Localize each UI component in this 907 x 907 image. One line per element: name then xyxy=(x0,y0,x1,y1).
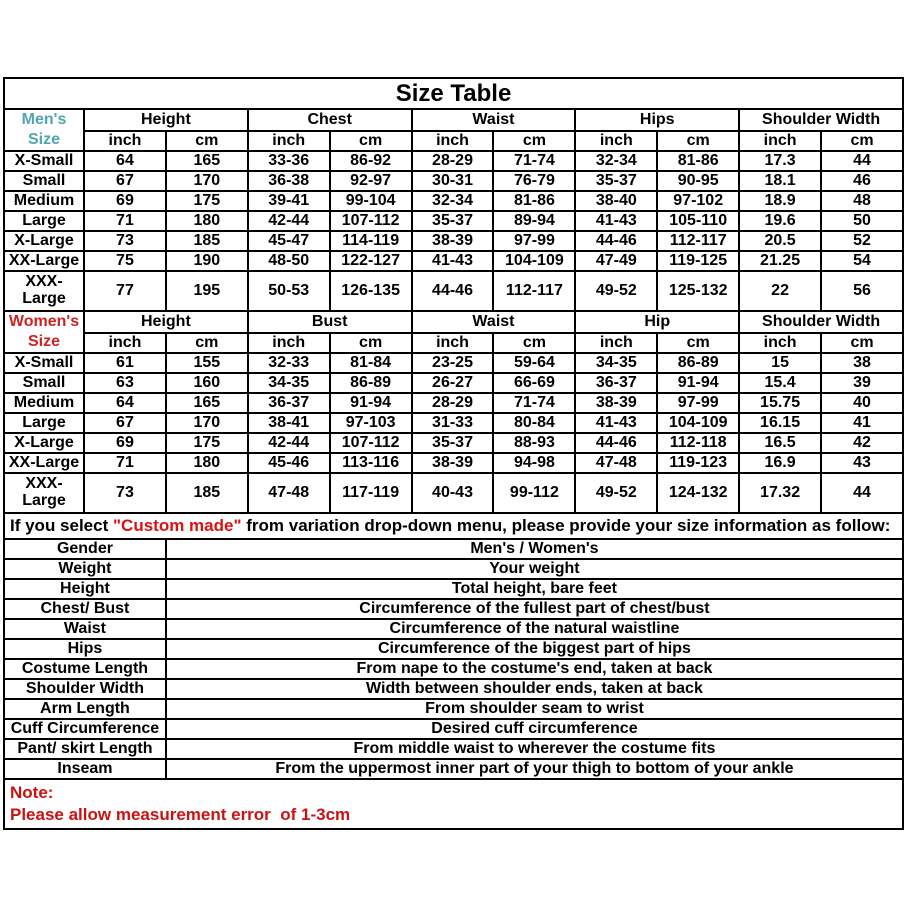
size-value-cell: 42-44 xyxy=(248,211,330,231)
size-value-cell: 41 xyxy=(821,413,903,433)
size-value-cell: 97-99 xyxy=(493,231,575,251)
definition-description: Total height, bare feet xyxy=(166,579,903,599)
definition-row-height xyxy=(4,579,903,599)
size-row-label: X-Large xyxy=(14,434,74,451)
definition-row-cuff-circumference xyxy=(4,719,903,739)
title-row xyxy=(4,78,903,109)
size-row-label: Medium xyxy=(13,394,75,411)
size-value-cell: 91-94 xyxy=(330,393,412,413)
size-value-cell: 125-132 xyxy=(657,271,739,311)
size-value-cell: 97-102 xyxy=(657,191,739,211)
size-row-label: Large xyxy=(22,414,66,431)
size-value-cell: 34-35 xyxy=(575,353,657,373)
size-value-cell: 15 xyxy=(739,353,821,373)
definition-row-hips xyxy=(4,639,903,659)
size-value-cell: 81-86 xyxy=(657,151,739,171)
size-value-cell: 50-53 xyxy=(248,271,330,311)
size-value-cell: 44-46 xyxy=(575,231,657,251)
womens-bust-cm-header: cm xyxy=(330,333,412,354)
womens-size-xx-large xyxy=(4,453,84,473)
size-value-cell: 32-34 xyxy=(412,191,494,211)
size-value-cell: 112-118 xyxy=(657,433,739,453)
size-value-cell: 18.1 xyxy=(739,171,821,191)
mens-shoulder-width-cm-header: cm xyxy=(821,131,903,152)
size-value-cell: 71-74 xyxy=(493,151,575,171)
size-value-cell: 52 xyxy=(821,231,903,251)
size-value-cell: 81-86 xyxy=(493,191,575,211)
size-value-cell: 35-37 xyxy=(412,211,494,231)
mens-row-xx-large xyxy=(4,251,903,271)
size-value-cell: 36-37 xyxy=(248,393,330,413)
size-value-cell: 165 xyxy=(166,151,248,171)
size-value-cell: 41-43 xyxy=(575,413,657,433)
size-value-cell: 49-52 xyxy=(575,473,657,513)
definition-term: Weight xyxy=(4,559,166,579)
definition-row-shoulder-width xyxy=(4,679,903,699)
womens-shoulder-width-cm-header: cm xyxy=(821,333,903,354)
womens-size-small xyxy=(4,373,84,393)
womens-group-header-row xyxy=(4,311,903,333)
definition-description: Your weight xyxy=(166,559,903,579)
mens-size-xx-large xyxy=(4,251,84,271)
size-value-cell: 32-34 xyxy=(575,151,657,171)
mens-group-chest: Chest xyxy=(248,109,412,131)
custom-note-suffix: from variation drop-down menu, please provide your size information as follow: xyxy=(241,516,891,535)
womens-row-x-small xyxy=(4,353,903,373)
definition-term: Costume Length xyxy=(4,659,166,679)
size-value-cell: 155 xyxy=(166,353,248,373)
size-value-cell: 124-132 xyxy=(657,473,739,513)
womens-hip-inch-header: inch xyxy=(575,333,657,354)
mens-hips-cm-header: cm xyxy=(657,131,739,152)
size-value-cell: 31-33 xyxy=(412,413,494,433)
size-value-cell: 39 xyxy=(821,373,903,393)
custom-note-prefix: If you select xyxy=(10,516,113,535)
womens-unit-header-row xyxy=(4,333,903,354)
size-value-cell: 16.15 xyxy=(739,413,821,433)
size-value-cell: 43 xyxy=(821,453,903,473)
size-value-cell: 38-41 xyxy=(248,413,330,433)
mens-size-xxx-large xyxy=(4,271,84,311)
size-row-label: X-Small xyxy=(14,354,74,371)
size-value-cell: 91-94 xyxy=(657,373,739,393)
size-value-cell: 122-127 xyxy=(330,251,412,271)
size-value-cell: 73 xyxy=(84,231,166,251)
size-row-label: XXX-Large xyxy=(22,273,66,307)
size-value-cell: 34-35 xyxy=(248,373,330,393)
definition-term: Cuff Circumference xyxy=(4,719,166,739)
size-value-cell: 71 xyxy=(84,211,166,231)
womens-size-x-large xyxy=(4,433,84,453)
size-value-cell: 44-46 xyxy=(575,433,657,453)
womens-size-large xyxy=(4,413,84,433)
mens-chest-inch-header: inch xyxy=(248,131,330,152)
size-value-cell: 28-29 xyxy=(412,393,494,413)
size-value-cell: 76-79 xyxy=(493,171,575,191)
size-value-cell: 61 xyxy=(84,353,166,373)
definition-description: From middle waist to wherever the costume fits xyxy=(166,739,903,759)
size-value-cell: 16.5 xyxy=(739,433,821,453)
mens-size-label xyxy=(4,109,84,151)
mens-hips-inch-header: inch xyxy=(575,131,657,152)
size-value-cell: 94-98 xyxy=(493,453,575,473)
size-value-cell: 39-41 xyxy=(248,191,330,211)
size-value-cell: 40-43 xyxy=(412,473,494,513)
note-row xyxy=(4,779,903,829)
size-value-cell: 35-37 xyxy=(575,171,657,191)
mens-row-small xyxy=(4,171,903,191)
definition-term: Inseam xyxy=(4,759,166,779)
mens-size-x-small xyxy=(4,151,84,171)
page-title: Size Table xyxy=(4,78,903,109)
size-value-cell: 49-52 xyxy=(575,271,657,311)
note-text: Please allow measurement error of 1-3cm xyxy=(10,805,351,825)
size-value-cell: 80-84 xyxy=(493,413,575,433)
size-value-cell: 105-110 xyxy=(657,211,739,231)
size-value-cell: 22 xyxy=(739,271,821,311)
definition-term: Height xyxy=(4,579,166,599)
mens-waist-cm-header: cm xyxy=(493,131,575,152)
definition-row-chest-bust xyxy=(4,599,903,619)
definition-term: Arm Length xyxy=(4,699,166,719)
definition-description: Men's / Women's xyxy=(166,539,903,559)
size-value-cell: 33-36 xyxy=(248,151,330,171)
womens-shoulder-width-inch-header: inch xyxy=(739,333,821,354)
size-value-cell: 50 xyxy=(821,211,903,231)
size-value-cell: 69 xyxy=(84,191,166,211)
womens-size-xxx-large xyxy=(4,473,84,513)
size-value-cell: 77 xyxy=(84,271,166,311)
womens-waist-inch-header: inch xyxy=(412,333,494,354)
size-value-cell: 15.4 xyxy=(739,373,821,393)
womens-size-section xyxy=(4,311,903,513)
size-value-cell: 19.6 xyxy=(739,211,821,231)
size-row-label: Large xyxy=(22,212,66,229)
mens-waist-inch-header: inch xyxy=(412,131,494,152)
size-value-cell: 104-109 xyxy=(657,413,739,433)
size-value-cell: 195 xyxy=(166,271,248,311)
size-value-cell: 17.3 xyxy=(739,151,821,171)
size-value-cell: 67 xyxy=(84,413,166,433)
mens-chest-cm-header: cm xyxy=(330,131,412,152)
definition-term: Chest/ Bust xyxy=(4,599,166,619)
note-label: Note: xyxy=(10,783,54,802)
mens-group-hips: Hips xyxy=(575,109,739,131)
size-value-cell: 40 xyxy=(821,393,903,413)
mens-row-large xyxy=(4,211,903,231)
size-value-cell: 47-48 xyxy=(575,453,657,473)
size-value-cell: 47-48 xyxy=(248,473,330,513)
definition-row-pant-skirt-length xyxy=(4,739,903,759)
definition-description: Desired cuff circumference xyxy=(166,719,903,739)
size-value-cell: 17.32 xyxy=(739,473,821,513)
mens-unit-header-row xyxy=(4,131,903,152)
size-value-cell: 20.5 xyxy=(739,231,821,251)
size-value-cell: 48 xyxy=(821,191,903,211)
size-value-cell: 38-39 xyxy=(412,453,494,473)
size-value-cell: 56 xyxy=(821,271,903,311)
size-value-cell: 175 xyxy=(166,433,248,453)
mens-height-inch-header: inch xyxy=(84,131,166,152)
definition-term: Waist xyxy=(4,619,166,639)
mens-row-xxx-large xyxy=(4,271,903,311)
mens-size-label-text: Men's Size xyxy=(21,111,67,148)
womens-height-inch-header: inch xyxy=(84,333,166,354)
size-value-cell: 47-49 xyxy=(575,251,657,271)
size-value-cell: 92-97 xyxy=(330,171,412,191)
size-value-cell: 165 xyxy=(166,393,248,413)
size-value-cell: 64 xyxy=(84,151,166,171)
womens-group-bust: Bust xyxy=(248,311,412,333)
size-value-cell: 45-46 xyxy=(248,453,330,473)
size-value-cell: 160 xyxy=(166,373,248,393)
size-value-cell: 86-89 xyxy=(657,353,739,373)
size-row-label: XX-Large xyxy=(8,454,80,471)
size-value-cell: 38-39 xyxy=(412,231,494,251)
size-row-label: Small xyxy=(22,374,66,391)
measurement-definitions xyxy=(4,539,903,779)
size-value-cell: 88-93 xyxy=(493,433,575,453)
mens-group-shoulder-width: Shoulder Width xyxy=(739,109,903,131)
size-value-cell: 44 xyxy=(821,151,903,171)
womens-row-x-large xyxy=(4,433,903,453)
definition-row-arm-length xyxy=(4,699,903,719)
size-value-cell: 99-112 xyxy=(493,473,575,513)
womens-hip-cm-header: cm xyxy=(657,333,739,354)
size-value-cell: 45-47 xyxy=(248,231,330,251)
womens-waist-cm-header: cm xyxy=(493,333,575,354)
size-row-label: X-Large xyxy=(14,232,74,249)
womens-group-waist: Waist xyxy=(412,311,576,333)
size-value-cell: 104-109 xyxy=(493,251,575,271)
size-value-cell: 113-116 xyxy=(330,453,412,473)
size-value-cell: 180 xyxy=(166,211,248,231)
womens-height-cm-header: cm xyxy=(166,333,248,354)
size-value-cell: 54 xyxy=(821,251,903,271)
mens-row-x-small xyxy=(4,151,903,171)
size-value-cell: 18.9 xyxy=(739,191,821,211)
size-value-cell: 26-27 xyxy=(412,373,494,393)
size-value-cell: 97-103 xyxy=(330,413,412,433)
size-value-cell: 38-40 xyxy=(575,191,657,211)
definition-row-waist xyxy=(4,619,903,639)
size-value-cell: 170 xyxy=(166,413,248,433)
size-value-cell: 114-119 xyxy=(330,231,412,251)
size-table xyxy=(3,77,904,830)
size-value-cell: 15.75 xyxy=(739,393,821,413)
size-value-cell: 81-84 xyxy=(330,353,412,373)
definition-description: From the uppermost inner part of your thigh to bottom of your ankle xyxy=(166,759,903,779)
womens-group-hip: Hip xyxy=(575,311,739,333)
size-value-cell: 38 xyxy=(821,353,903,373)
womens-size-x-small xyxy=(4,353,84,373)
size-value-cell: 36-38 xyxy=(248,171,330,191)
size-value-cell: 42-44 xyxy=(248,433,330,453)
definition-description: Circumference of the natural waistline xyxy=(166,619,903,639)
womens-size-label-text: Women's Size xyxy=(8,313,80,350)
bottom-note xyxy=(4,779,903,829)
womens-row-xx-large xyxy=(4,453,903,473)
mens-group-height: Height xyxy=(84,109,248,131)
womens-row-large xyxy=(4,413,903,433)
size-value-cell: 69 xyxy=(84,433,166,453)
mens-shoulder-width-inch-header: inch xyxy=(739,131,821,152)
size-value-cell: 46 xyxy=(821,171,903,191)
size-value-cell: 42 xyxy=(821,433,903,453)
size-value-cell: 75 xyxy=(84,251,166,271)
definition-term: Hips xyxy=(4,639,166,659)
definition-row-costume-length xyxy=(4,659,903,679)
size-value-cell: 59-64 xyxy=(493,353,575,373)
size-value-cell: 63 xyxy=(84,373,166,393)
definition-description: From nape to the costume's end, taken at back xyxy=(166,659,903,679)
womens-row-small xyxy=(4,373,903,393)
size-value-cell: 28-29 xyxy=(412,151,494,171)
mens-row-medium xyxy=(4,191,903,211)
size-value-cell: 36-37 xyxy=(575,373,657,393)
size-value-cell: 44 xyxy=(821,473,903,513)
size-value-cell: 112-117 xyxy=(493,271,575,311)
size-value-cell: 66-69 xyxy=(493,373,575,393)
mens-row-x-large xyxy=(4,231,903,251)
size-value-cell: 180 xyxy=(166,453,248,473)
size-value-cell: 16.9 xyxy=(739,453,821,473)
womens-group-shoulder-width: Shoulder Width xyxy=(739,311,903,333)
definition-row-gender xyxy=(4,539,903,559)
definition-description: Width between shoulder ends, taken at back xyxy=(166,679,903,699)
size-value-cell: 99-104 xyxy=(330,191,412,211)
definition-description: Circumference of the fullest part of chest/bust xyxy=(166,599,903,619)
mens-size-large xyxy=(4,211,84,231)
size-value-cell: 21.25 xyxy=(739,251,821,271)
size-value-cell: 185 xyxy=(166,231,248,251)
womens-group-height: Height xyxy=(84,311,248,333)
size-value-cell: 71 xyxy=(84,453,166,473)
size-row-label: Small xyxy=(22,172,66,189)
mens-group-header-row xyxy=(4,109,903,131)
size-value-cell: 89-94 xyxy=(493,211,575,231)
mens-group-waist: Waist xyxy=(412,109,576,131)
definition-description: Circumference of the biggest part of hips xyxy=(166,639,903,659)
size-value-cell: 30-31 xyxy=(412,171,494,191)
definition-description: From shoulder seam to wrist xyxy=(166,699,903,719)
size-value-cell: 97-99 xyxy=(657,393,739,413)
size-value-cell: 41-43 xyxy=(575,211,657,231)
womens-size-medium xyxy=(4,393,84,413)
size-value-cell: 119-125 xyxy=(657,251,739,271)
womens-row-medium xyxy=(4,393,903,413)
size-value-cell: 119-123 xyxy=(657,453,739,473)
size-value-cell: 107-112 xyxy=(330,433,412,453)
size-value-cell: 86-89 xyxy=(330,373,412,393)
size-value-cell: 38-39 xyxy=(575,393,657,413)
definition-term: Pant/ skirt Length xyxy=(4,739,166,759)
womens-bust-inch-header: inch xyxy=(248,333,330,354)
mens-size-section xyxy=(4,109,903,311)
womens-size-label xyxy=(4,311,84,353)
size-value-cell: 35-37 xyxy=(412,433,494,453)
mens-height-cm-header: cm xyxy=(166,131,248,152)
size-value-cell: 67 xyxy=(84,171,166,191)
size-value-cell: 48-50 xyxy=(248,251,330,271)
mens-size-x-large xyxy=(4,231,84,251)
mens-size-small xyxy=(4,171,84,191)
custom-made-row xyxy=(4,513,903,539)
size-value-cell: 44-46 xyxy=(412,271,494,311)
size-value-cell: 117-119 xyxy=(330,473,412,513)
size-row-label: XX-Large xyxy=(8,252,80,269)
definition-row-weight xyxy=(4,559,903,579)
custom-note-highlight: "Custom made" xyxy=(112,516,242,535)
size-value-cell: 71-74 xyxy=(493,393,575,413)
size-value-cell: 170 xyxy=(166,171,248,191)
definition-term: Shoulder Width xyxy=(4,679,166,699)
size-value-cell: 64 xyxy=(84,393,166,413)
definition-term: Gender xyxy=(4,539,166,559)
size-value-cell: 90-95 xyxy=(657,171,739,191)
size-value-cell: 41-43 xyxy=(412,251,494,271)
size-value-cell: 190 xyxy=(166,251,248,271)
size-value-cell: 126-135 xyxy=(330,271,412,311)
size-value-cell: 32-33 xyxy=(248,353,330,373)
womens-row-xxx-large xyxy=(4,473,903,513)
mens-size-medium xyxy=(4,191,84,211)
size-value-cell: 107-112 xyxy=(330,211,412,231)
custom-made-note xyxy=(4,513,903,539)
definition-row-inseam xyxy=(4,759,903,779)
size-row-label: XXX-Large xyxy=(22,475,66,509)
size-row-label: Medium xyxy=(13,192,75,209)
size-value-cell: 23-25 xyxy=(412,353,494,373)
size-row-label: X-Small xyxy=(14,152,74,169)
size-value-cell: 175 xyxy=(166,191,248,211)
size-value-cell: 112-117 xyxy=(657,231,739,251)
size-value-cell: 73 xyxy=(84,473,166,513)
size-value-cell: 86-92 xyxy=(330,151,412,171)
size-value-cell: 185 xyxy=(166,473,248,513)
